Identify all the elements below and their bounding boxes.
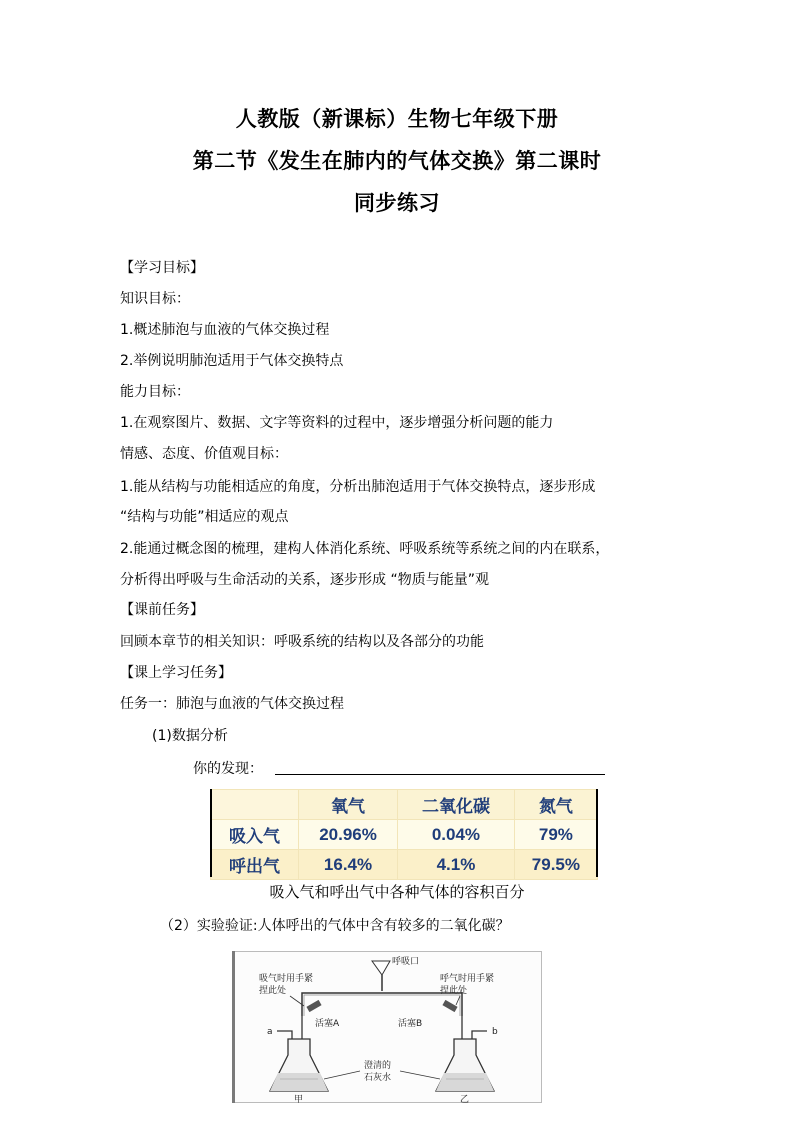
cell-exhaled-nitrogen: 79.5% xyxy=(514,850,597,880)
table-caption: 吸入气和呼出气中各种气体的容积百分 xyxy=(269,883,525,901)
ability-label: 能力目标： xyxy=(120,384,190,400)
emotion-label: 情感、态度、价值观目标： xyxy=(120,446,288,462)
label-exhale-note-2: 捏此处 xyxy=(440,986,468,996)
ability-item-1: 1.在观察图片、数据、文字等资料的过程中，逐步增强分析问题的能力 xyxy=(120,415,554,431)
label-limewater-2: 石灰水 xyxy=(364,1073,392,1083)
cell-exhaled-co2: 4.1% xyxy=(398,850,515,880)
knowledge-item-2: 2.举例说明肺泡适用于气体交换特点 xyxy=(120,353,344,369)
table-corner-cell xyxy=(211,790,299,820)
label-tube-a: a xyxy=(267,1027,273,1037)
cell-exhaled-oxygen: 16.4% xyxy=(298,850,397,880)
label-limewater-1: 澄清的 xyxy=(364,1061,392,1071)
row-label-exhaled: 呼出气 xyxy=(211,850,299,880)
knowledge-item-1: 1.概述肺泡与血液的气体交换过程 xyxy=(120,322,330,338)
label-flask-left: 甲 xyxy=(294,1095,304,1103)
label-valve-a: 活塞A xyxy=(315,1019,340,1029)
limewater-right xyxy=(436,1073,494,1091)
knowledge-label: 知识目标： xyxy=(120,291,190,307)
label-flask-right: 乙 xyxy=(460,1095,470,1103)
doc-title-line3: 同步练习 xyxy=(354,190,440,215)
apparatus-diagram xyxy=(232,951,542,1103)
table-row xyxy=(211,850,598,880)
pre-task-text: 回顾本章节的相关知识：呼吸系统的结构以及各部分的功能 xyxy=(120,634,484,650)
cell-inhaled-co2: 0.04% xyxy=(398,820,515,850)
class-task-heading: 【课上学习任务】 xyxy=(120,665,232,681)
label-mouthpiece: 呼吸口 xyxy=(392,957,420,967)
limewater-left xyxy=(270,1073,328,1091)
table-right-border xyxy=(596,789,598,877)
doc-title-line1: 人教版（新课标）生物七年级下册 xyxy=(235,106,559,131)
goals-heading: 【学习目标】 xyxy=(120,260,204,276)
finding-label: 你的发现： xyxy=(193,761,263,777)
cell-inhaled-oxygen: 20.96% xyxy=(298,820,397,850)
row-label-inhaled: 吸入气 xyxy=(211,820,299,850)
emotion-item-1a: 1.能从结构与功能相适应的角度，分析出肺泡适用于气体交换特点，逐步形成 xyxy=(120,479,596,495)
experiment-title: （2）实验验证:人体呼出的气体中含有较多的二氧化碳？ xyxy=(160,918,510,934)
label-valve-b: 活塞B xyxy=(398,1019,423,1029)
label-inhale-note-1: 吸气时用手紧 xyxy=(259,974,314,984)
table-header-nitrogen: 氮气 xyxy=(514,790,597,820)
label-tube-b: b xyxy=(492,1027,498,1037)
label-inhale-note-2: 捏此处 xyxy=(259,986,287,996)
gas-volume-table xyxy=(210,789,598,880)
emotion-item-2b: 分析得出呼吸与生命活动的关系，逐步形成 “物质与能量”观 xyxy=(120,572,489,588)
table-left-border xyxy=(210,789,212,877)
task1-sub1: (1)数据分析 xyxy=(152,728,228,744)
table-header-co2: 二氧化碳 xyxy=(398,790,515,820)
cell-inhaled-nitrogen: 79% xyxy=(514,820,597,850)
emotion-item-2a: 2.能通过概念图的梳理，建构人体消化系统、呼吸系统等系统之间的内在联系， xyxy=(120,541,610,557)
task1-title: 任务一：肺泡与血液的气体交换过程 xyxy=(120,696,344,712)
finding-answer-blank[interactable] xyxy=(275,773,605,775)
doc-title-line2: 第二节《发生在肺内的气体交换》第二课时 xyxy=(192,148,602,173)
label-exhale-note-1: 呼气时用手紧 xyxy=(440,974,495,984)
table-header-oxygen: 氧气 xyxy=(298,790,397,820)
experiment-figure xyxy=(232,951,542,1103)
emotion-item-1b: “结构与功能”相适应的观点 xyxy=(120,509,289,525)
figure-left-edge xyxy=(232,951,235,1103)
pre-task-heading: 【课前任务】 xyxy=(120,602,204,618)
table-row xyxy=(211,820,598,850)
